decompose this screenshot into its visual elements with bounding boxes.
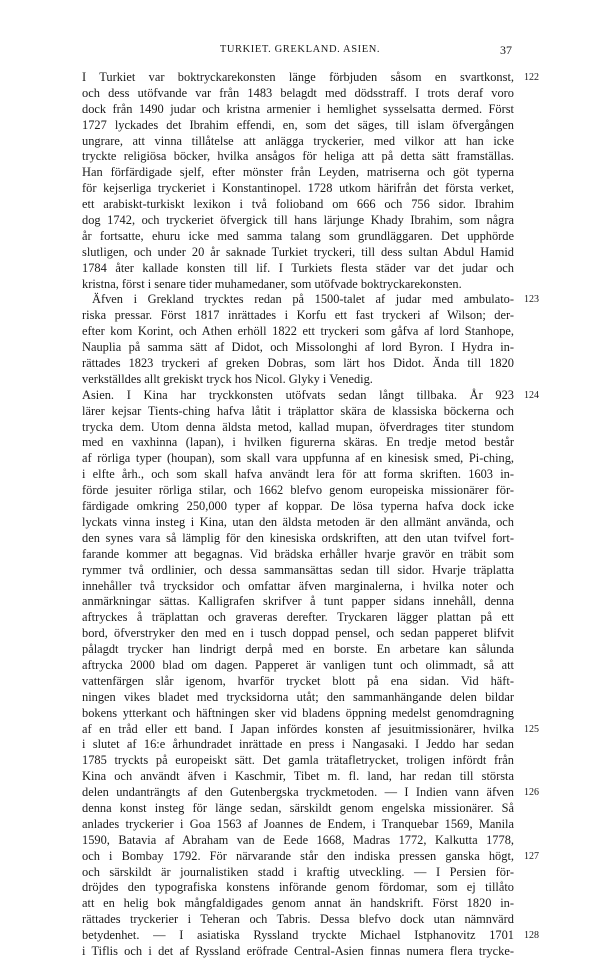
- running-head: TURKIET. GREKLAND. ASIEN.: [219, 44, 381, 55]
- text-line-content: med en vaxhinna (lapan), i hvilken figurerna skäras. En tredje metod består: [82, 435, 514, 450]
- text-line: [82, 785, 539, 801]
- text-line-content: bord, öfverstryker den med en i tusch doppad pensel, och sedan papperet blifvit: [82, 626, 514, 641]
- text-line: [82, 149, 514, 165]
- text-line-content: Han förfärdigade sjelf, efter mönster från Leyden, matriserna och göt typerna: [82, 165, 514, 180]
- text-line: [82, 70, 539, 86]
- text-line: [82, 387, 539, 404]
- text-line-content: 1590, Batavia af Abraham van de Eede 1668, Madras 1772, Kalkutta 1778,: [82, 832, 514, 847]
- text-line-content: farande kommer att begagnas. Vid brädska erhåller hvarje gravör en träbit som: [82, 546, 514, 561]
- text-line: [82, 261, 514, 277]
- text-line: [82, 134, 514, 150]
- text-line: [82, 563, 514, 579]
- text-line: [82, 721, 539, 738]
- text-line-content: betydenhet. — I asiatiska Ryssland tryckte Michael Istphanovitz 1701: [82, 928, 514, 943]
- text-line: [82, 499, 514, 515]
- text-line-content: anlades tryckerier i Goa 1563 af Joannes de Endem, i Tranquebar 1569, Manila: [82, 816, 514, 831]
- text-line: [82, 896, 514, 912]
- text-line-content: tryckte religiösa böcker, hvilka ansågos för heliga att på detta sätt framställas.: [82, 149, 514, 164]
- text-line-content: 1785 tryckts på europeiskt sätt. Det gamla trätafletrycket, troligen infördt från: [82, 753, 514, 768]
- margin-number: 124: [524, 389, 539, 401]
- text-line-content: dock från 1490 judar och kristna armenier i hemlighet sysselsatta dermed. Först: [82, 101, 514, 116]
- text-line-content: innehåller två trycksidor och omfattar äfven marginalerna, i hvilka noter och: [82, 578, 514, 593]
- text-line-content: denna konst insteg för länge sedan, särskildt genom engelska missionärer. Så: [82, 800, 514, 815]
- text-line-content: af rörliga typer (houpan), som skall vara uppfunna af en kinesisk smed, Pi-ching,: [82, 451, 514, 466]
- text-line-content: förde jesuiter rörliga stilar, och 1662 blefvo genom europeiska missionärer för-: [82, 483, 514, 498]
- text-line: [82, 324, 514, 340]
- text-line-content: aftrycka 2000 blad om dagen. Papperet är vanligen tunt och olimmadt, så att: [82, 657, 514, 672]
- margin-number: 127: [524, 850, 539, 862]
- text-line-content: af en tråd eller ett band. I Japan infördes konsten af jesuitmissionärer, hvilka: [82, 721, 514, 736]
- text-line-content: och dess utöfvande var från 1483 belagdt med dödsstraff. I trots deraf voro: [82, 85, 514, 100]
- text-line-content: kristna, först i senare tider muhamedaner, som utöfvade boktryckarekonsten.: [82, 276, 462, 291]
- text-body: [82, 70, 539, 960]
- text-line: [82, 880, 514, 896]
- text-line-content: rättades 1823 tryckeri af greken Dobras, som lärt hos Didot. Ända till 1820: [82, 356, 514, 371]
- margin-number: 122: [524, 72, 539, 83]
- text-line-content: färdigade omkring 250,000 typer af koppar. De lösa typerna hafva dock icke: [82, 499, 514, 514]
- text-line: [82, 451, 514, 467]
- text-line-content: pålagdt trycker han lindrigt derpå med en borste. En arbetare kan sålunda: [82, 642, 514, 657]
- text-line: [82, 277, 514, 293]
- text-line: [82, 610, 514, 626]
- text-line-content: Äfven i Grekland trycktes redan på 1500-talet af judar med ambulato-: [92, 292, 514, 307]
- text-line: [82, 420, 514, 436]
- text-line-content: ett arabiskt-turkiskt lexikon i två folioband om 666 och 756 sidor. Ibrahim: [82, 197, 514, 212]
- text-line: [82, 594, 514, 610]
- text-line-content: år fortsatte, ehuru icke med samma talang som grundläggaren. Det upphörde: [82, 228, 514, 243]
- text-line: [82, 229, 514, 245]
- text-line: [82, 213, 514, 229]
- text-line: [82, 372, 514, 388]
- text-line: [82, 865, 514, 881]
- text-line-content: i Tiflis och i det af Ryssland eröfrade Central-Asien finnas numera flera trycke-: [82, 943, 514, 958]
- text-line-content: trycka dem. Utom denna äldsta metod, kallad mupan, öfverdrages titer stundom: [82, 419, 514, 434]
- text-line: [82, 674, 514, 690]
- text-line: [82, 467, 514, 483]
- text-line-content: lärer kejsar Tients-ching hafva låtit i träplattor skära de klassiska böckerna och: [82, 403, 514, 418]
- text-line-content: den synes vara så lämplig för den kinesiska ordskriften, att den utan tvifvel fort-: [82, 530, 514, 545]
- text-line-content: riska pressar. Först 1817 inrättades i Korfu ett fast tryckeri af Wilson; der-: [82, 308, 514, 323]
- text-line: [82, 928, 539, 944]
- text-line: [82, 547, 514, 563]
- text-line-content: att en helig bok mångfaldigades genom annat än handskrift. Först 1820 in-: [82, 896, 514, 911]
- text-line-content: vattenfärgen slår igenom, hvarför trycket blott på ena sidan. Vid häft-: [82, 673, 514, 688]
- text-line-content: rymmer två ordlinier, och dessa sammansättas sedan till sidor. Hvarje träplatta: [82, 562, 514, 577]
- text-line-content: slutligen, och under 20 år saknade Turkiet tryckeri, till dess sultan Abdul Hamid: [82, 244, 514, 259]
- text-line-content: anmärkningar sättas. Kalligrafen skrifver å tunt papper sidans innehåll, denna: [82, 594, 514, 609]
- margin-number: 125: [524, 723, 539, 735]
- text-line-content: och särskildt är journalistiken stadd i kraftig utveckling. — I Persien för-: [82, 864, 514, 879]
- text-line: [82, 658, 514, 674]
- text-line: [82, 356, 514, 372]
- text-line: [82, 340, 514, 356]
- text-line: [82, 165, 514, 181]
- text-line-content: delen undanträngts af den Gutenbergska tryckmetoden. — I Indien vann äfven: [82, 785, 514, 800]
- text-line-content: ningen vikes bladet med trycksidorna utåt; den sammanhängande delen bildar: [82, 689, 514, 704]
- text-line-content: i slutet af 16:e århundradet inrättade en press i Nangasaki. I Jeddo har sedan: [82, 737, 514, 752]
- text-line-content: dog 1742, och tryckeriet öfvergick till hans lärjunge Khady Ibrahim, som några: [82, 213, 514, 228]
- text-line: [82, 737, 514, 753]
- page-number: 37: [500, 43, 512, 57]
- margin-number: 128: [524, 930, 539, 942]
- margin-number: 123: [524, 294, 539, 306]
- text-line-content: Asien. I Kina har tryckkonsten utöfvats sedan långt tillbaka. År 923: [82, 387, 514, 402]
- text-line: [82, 769, 514, 785]
- text-line: [82, 483, 514, 499]
- text-line-content: lyckats vinna insteg i Kina, utan den äldsta metoden är den allmänt använda, och: [82, 514, 514, 529]
- text-line-content: dröjdes den typografiska konstens införande genom fördomar, som ej tillåto: [82, 880, 514, 895]
- text-line: [82, 515, 514, 531]
- text-line-content: bokens ytterkant och häftningen sker vid bladens öppning medelst genomdragning: [82, 705, 514, 720]
- text-line: [82, 579, 514, 595]
- margin-number: 126: [524, 787, 539, 799]
- text-line: [82, 944, 514, 960]
- text-line: [82, 753, 514, 769]
- page-header: [0, 44, 600, 60]
- text-line: [82, 102, 514, 118]
- text-line: [82, 118, 514, 134]
- text-line-content: verkställdes allt grekiskt tryck hos Nicol. Glyky i Venedig.: [82, 371, 373, 386]
- text-line: [82, 801, 514, 817]
- text-line-content: i elfte årh., och som skall hafva användt lera för att forma skriften. 1603 in-: [82, 467, 514, 482]
- text-line: [82, 817, 514, 833]
- text-line: [82, 435, 514, 451]
- text-line-content: ungrare, att vinna tillåtelse att anlägga tryckerier, med vilkor att han icke: [82, 133, 514, 148]
- text-line: [82, 690, 514, 706]
- text-line-content: Nauplia på samma sätt af Didot, och Missolonghi af lord Byron. I Hydra in-: [82, 340, 514, 355]
- text-line-content: och i Bombay 1792. För närvarande står den indiska pressen ganska högt,: [82, 848, 514, 863]
- text-line: [82, 181, 514, 197]
- text-line: [82, 912, 514, 928]
- text-line: [82, 626, 514, 642]
- text-line: [82, 86, 514, 102]
- text-line: [82, 848, 539, 865]
- text-line: [82, 292, 539, 308]
- text-line-content: 1784 åter kallade konsten till lif. I Turkiets flesta städer var det judar och: [82, 260, 514, 275]
- text-line: [82, 245, 514, 261]
- text-line-content: för kejserliga tryckeriet i Konstantinopel. 1728 utkom härifrån det första verket,: [82, 181, 514, 196]
- text-line-content: 1727 lyckades det Ibrahim effendi, en, som det säges, till islam öfvergången: [82, 117, 514, 132]
- text-line-content: rättades tryckerier i Teheran och Tabris. Dessa blefvo dock utan nämnvärd: [82, 912, 514, 927]
- text-line: [82, 197, 514, 213]
- text-line-content: efter kom Korint, och Athen erhöll 1822 ett tryckeri som gåfva af lord Stanhope,: [82, 324, 514, 339]
- text-line: [82, 706, 514, 722]
- text-line-content: I Turkiet var boktryckarekonsten länge förbjuden såsom en svartkonst,: [82, 70, 514, 84]
- text-line: [82, 642, 514, 658]
- text-line: [82, 833, 514, 849]
- text-line: [82, 531, 514, 547]
- text-line: [82, 308, 514, 324]
- text-line-content: Kina och användt äfven i Kaschmir, Tibet m. fl. land, har redan till största: [82, 769, 514, 784]
- text-line-content: aftryckes å träplattan och graveras derefter. Tryckaren lägger plattan på ett: [82, 610, 514, 625]
- text-line: [82, 404, 514, 420]
